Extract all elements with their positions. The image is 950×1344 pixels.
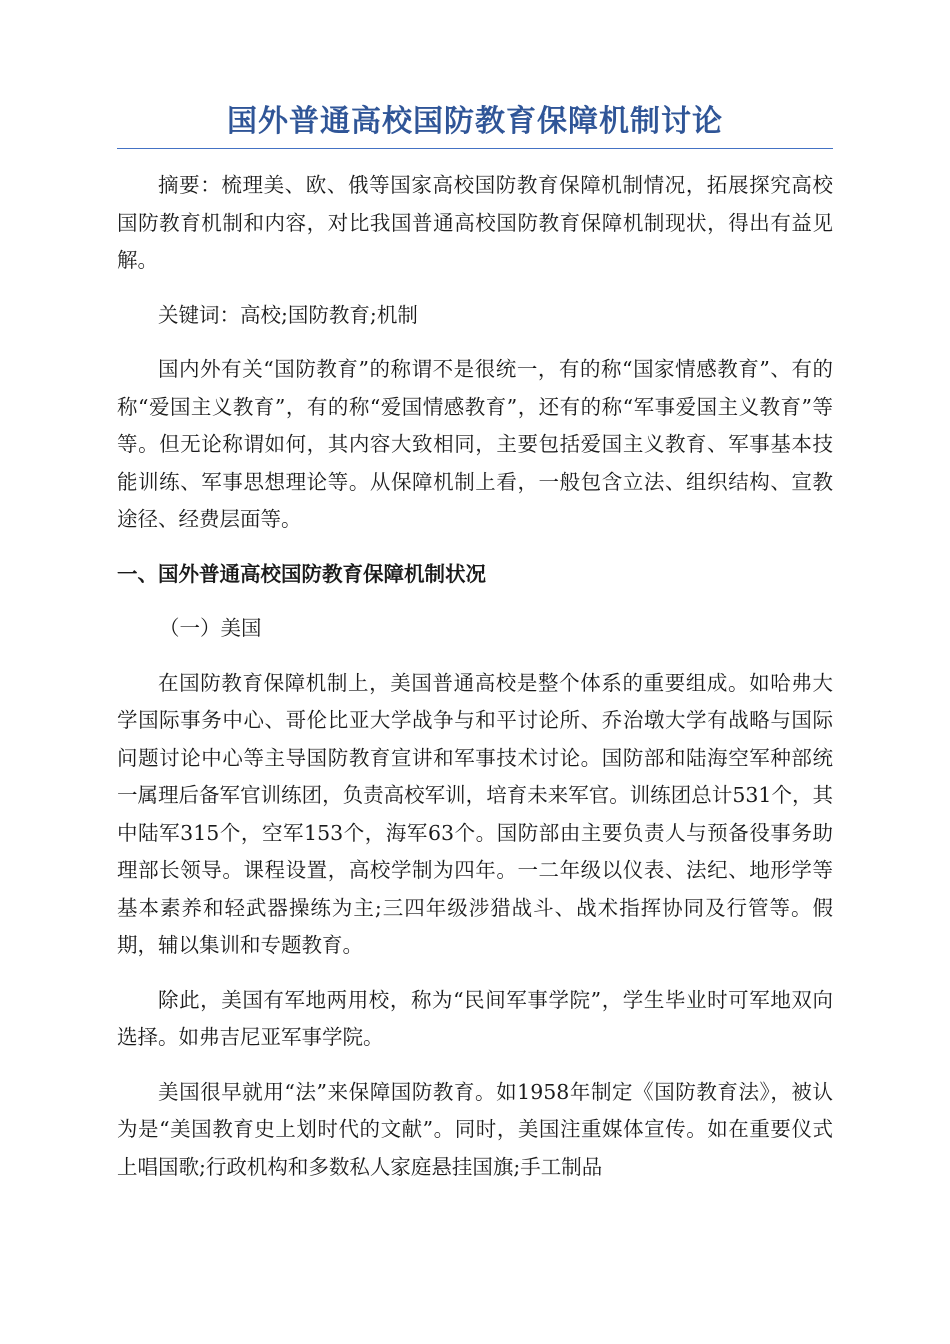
document-page <box>117 100 833 1203</box>
document-title: 国外普通高校国防教育保障机制讨论 <box>227 104 723 139</box>
subsection-heading: （一）美国 <box>159 616 262 640</box>
body-paragraph: 除此，美国有军地两用校，称为“民间军事学院”，学生毕业时可军地双向选择。如弗吉尼亚军事学院。 <box>117 987 833 1049</box>
body-paragraph: 在国防教育保障机制上，美国普通高校是整个体系的重要组成。如哈弗大学国际事务中心、哥伦比亚大学战争与和平讨论所、乔治墩大学有战略与国际问题讨论中心等主导国防教育宣讲和军事技术讨论。国防部和陆海空军种部统一属理后备军官训练团，负责高校军训，培育未来军官。训练团总计531个，其中陆军315个，空军153个，海军63个。国防部由主要负责人与预备役事务助理部长领导。课程设置，高校学制为四年。一二年级以仪表、法纪、地形学等基本素养和轻武器操练为主;三四年级涉猎战斗、战术指挥协同及行管等。假期，辅以集训和专题教育。 <box>117 670 833 957</box>
abstract-paragraph: 摘要：梳理美、欧、俄等国家高校国防教育保障机制情况，拓展探究高校国防教育机制和内容，对比我国普通高校国防教育保障机制现状，得出有益见解。 <box>117 173 833 272</box>
keywords-paragraph: 关键词：高校;国防教育;机制 <box>158 302 418 327</box>
section-heading: 一、国外普通高校国防教育保障机制状况 <box>117 561 486 586</box>
title-underline <box>117 148 833 149</box>
body-paragraph: 美国很早就用“法”来保障国防教育。如1958年制定《国防教育法》，被认为是“美国教育史上划时代的文献”。同时，美国注重媒体宣传。如在重要仪式上唱国歌;行政机构和多数私人家庭悬挂国旗;手工制品 <box>117 1079 833 1179</box>
intro-paragraph: 国内外有关“国防教育”的称谓不是很统一，有的称“国家情感教育”、有的称“爱国主义教育”，有的称“爱国情感教育”，还有的称“军事爱国主义教育”等等。但无论称谓如何，其内容大致相同，主要包括爱国主义教育、军事基本技能训练、军事思想理论等。从保障机制上看，一般包含立法、组织结构、宣教途径、经费层面等。 <box>117 357 833 531</box>
